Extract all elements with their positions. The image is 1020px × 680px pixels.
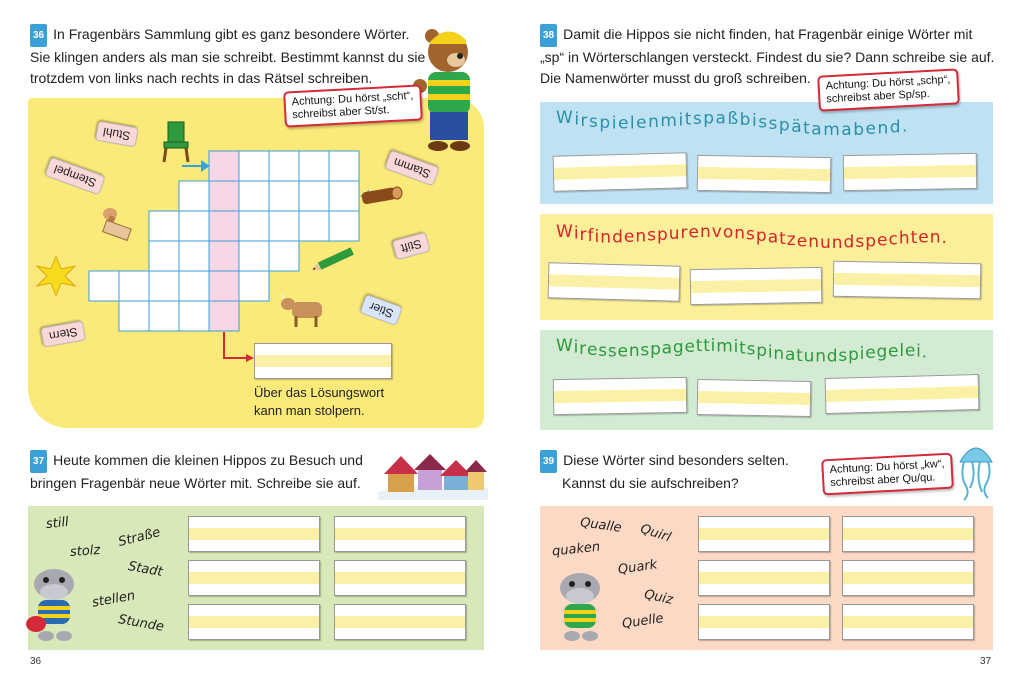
jellyfish-icon [956, 440, 996, 502]
snake-letter: e [918, 227, 930, 248]
snake-letter: W [556, 108, 575, 128]
snake-letter: d [826, 346, 839, 367]
task38-s2-line-2[interactable] [690, 267, 823, 305]
word-quirl: Quirl [638, 521, 673, 546]
task38-s3-line-1[interactable] [553, 377, 688, 415]
snake-letter: e [617, 113, 630, 134]
task38-s3-line-2[interactable] [697, 379, 812, 417]
snake-letter: u [819, 232, 832, 253]
snake-letter: n [600, 227, 613, 248]
solution-arrow [218, 330, 258, 364]
word-still: still [45, 514, 70, 533]
snake-letter: i [594, 226, 601, 247]
snake-letter: t [803, 118, 812, 139]
solution-hint: Über das Lösungswort kann man stolpern. [254, 385, 385, 418]
snake-letter: t [703, 335, 711, 356]
task38-s2-line-1[interactable] [548, 262, 681, 301]
snake-letter: n [877, 118, 890, 139]
snake-letter: a [767, 227, 780, 248]
snake-letter: s [607, 341, 618, 362]
snake-letter: s [855, 232, 866, 253]
snake-letter: l [629, 113, 637, 134]
snake-letter: s [598, 340, 608, 361]
snake-letter: e [586, 340, 599, 360]
snake-letter: p [755, 225, 768, 246]
task37-line-2a[interactable] [188, 560, 320, 596]
snake-letter: . [941, 227, 948, 248]
snake-letter: d [843, 232, 856, 253]
snake-letter: p [778, 115, 792, 136]
snake-letter: e [684, 336, 696, 357]
snake-letter: t [695, 336, 704, 357]
word-snake-1 [556, 108, 986, 140]
snake-letter: i [574, 109, 581, 130]
task39-line-2a[interactable] [698, 560, 830, 596]
task37-line-2b[interactable] [334, 560, 466, 596]
snake-letter: e [688, 222, 701, 243]
pencil-icon [310, 246, 360, 272]
snake-letter: n [808, 232, 820, 253]
snake-letter: e [617, 341, 629, 362]
task36-instructions: 36 In Fragenbärs Sammlung gibt es ganz besondere Wörter. Sie klingen anders als man sie schreibt. Bestimmt kannst du sie trotzdem von links nach rechts in das Rätsel schreiben. [30, 26, 426, 86]
word-stadt: Stadt [126, 559, 164, 580]
tile-stier: Stier [360, 294, 403, 326]
snake-letter: i [767, 342, 774, 363]
stamp-icon [96, 206, 136, 242]
task36-number: 36 [30, 24, 47, 47]
snake-letter: e [904, 341, 917, 362]
snake-letter: a [811, 119, 824, 140]
snake-letter: o [722, 222, 735, 243]
word-qualle: Qualle [579, 515, 623, 536]
snake-letter: e [865, 343, 877, 364]
task38-s1-line-2[interactable] [697, 155, 832, 193]
snake-letter: r [580, 111, 590, 131]
snake-letter: W [556, 222, 574, 242]
snake-letter: e [888, 341, 900, 362]
tile-stuhl: Stuhl [95, 121, 139, 148]
task38-instructions: 38 Damit die Hippos sie nicht finden, hat Fragenbär einige Wörter mit „sp“ in Wörterschlangen versteckt. Findest du sie? Dann schreibe sie auf. Die Namenwörter musst du groß schreiben. [540, 26, 995, 86]
snake-letter: t [910, 227, 919, 248]
task39-line-1a[interactable] [698, 516, 830, 552]
cow-icon [280, 294, 330, 330]
snake-letter: t [796, 346, 804, 367]
task38-hint-note: Achtung: Du hörst „schp“, schreibst aber Sp/sp. [817, 68, 959, 111]
snake-letter: b [739, 110, 752, 130]
snake-letter: ß [727, 109, 740, 130]
word-stunde: Stunde [117, 612, 166, 635]
snake-letter: s [746, 339, 757, 360]
snake-letter: n [635, 226, 648, 247]
task37-line-1a[interactable] [188, 516, 320, 552]
sun-star-icon [34, 254, 78, 298]
word-quaken: quaken [551, 539, 601, 560]
word-snake-2 [556, 222, 986, 253]
tile-stempel: Stempel [44, 157, 105, 196]
snake-letter: m [823, 119, 842, 140]
snake-letter: s [838, 345, 849, 366]
snake-letter: t [684, 109, 693, 130]
snake-letter: r [680, 223, 689, 243]
snake-letter: a [784, 345, 797, 366]
snake-letter: s [758, 112, 769, 133]
snake-letter: u [803, 346, 816, 367]
task37-line-3a[interactable] [188, 604, 320, 640]
snake-letter: n [648, 112, 661, 133]
tile-stamm: Stamm [384, 150, 440, 187]
snake-letter: m [660, 111, 679, 132]
snake-letter: u [668, 223, 681, 244]
snake-letter: m [716, 336, 734, 357]
snake-letter: i [916, 341, 922, 362]
snake-letter: p [656, 224, 669, 245]
task39-instructions: 39 Diese Wörter sind besonders selten. Kannst du sie aufschreiben? [540, 450, 820, 494]
snake-letter: e [796, 231, 809, 252]
snake-letter: p [599, 113, 612, 133]
snake-letter: a [661, 338, 673, 359]
word-strasse: Straße [116, 525, 163, 550]
hippo-icon [550, 570, 610, 644]
word-quelle: Quelle [621, 611, 665, 632]
snake-letter: b [853, 119, 866, 140]
page-number-left: 36 [30, 656, 42, 667]
snake-letter: z [786, 230, 797, 251]
task36-hint-note: Achtung: Du hörst „scht“, schreibst aber St/st. [283, 84, 422, 127]
snake-letter: . [921, 342, 928, 363]
hippo-icon [24, 566, 84, 642]
snake-letter: g [672, 337, 685, 358]
snake-letter: p [848, 345, 860, 365]
log-icon [358, 185, 404, 207]
snake-letter: ä [791, 117, 804, 138]
snake-letter: d [612, 227, 624, 248]
snake-letter: n [831, 232, 844, 253]
snake-letter: s [692, 108, 704, 129]
task38-s2-line-3[interactable] [833, 261, 982, 300]
task38-s3-line-3[interactable] [825, 374, 980, 414]
snake-letter: s [647, 225, 657, 246]
snake-letter: i [751, 111, 759, 132]
snake-letter: e [636, 112, 649, 133]
task39-number: 39 [540, 450, 557, 473]
chair-icon [160, 120, 192, 164]
snake-letter: f [587, 226, 595, 246]
word-snake-3 [556, 335, 986, 367]
snake-letter: n [700, 222, 712, 242]
snake-letter: d [889, 117, 903, 138]
snake-letter: s [768, 114, 779, 135]
page-number-right: 37 [980, 656, 992, 667]
snake-letter: t [739, 338, 747, 359]
snake-letter: h [898, 228, 911, 249]
snake-letter: i [573, 337, 580, 358]
task39-line-2b[interactable] [842, 560, 974, 596]
snake-letter: a [841, 120, 854, 140]
snake-letter: n [734, 223, 747, 244]
snake-letter: a [715, 108, 728, 129]
houses-icon [378, 448, 488, 500]
snake-letter: i [573, 223, 580, 244]
snake-letter: g [876, 342, 889, 363]
word-stellen: stellen [91, 588, 137, 611]
snake-letter: n [815, 346, 827, 367]
word-quiz: Quiz [642, 587, 675, 608]
task39-hint-note: Achtung: Du hörst „kw“, schreibst aber Qu/qu. [821, 453, 954, 496]
snake-letter: i [859, 344, 866, 365]
snake-letter: e [623, 227, 636, 248]
snake-letter: s [640, 340, 651, 361]
snake-letter: p [865, 231, 877, 252]
snake-letter: i [611, 113, 618, 134]
snake-letter: p [650, 339, 662, 360]
snake-letter: i [733, 337, 740, 358]
word-quark: Quark [617, 557, 659, 578]
snake-letter: n [628, 341, 641, 362]
snake-letter: s [746, 224, 756, 245]
task37-number: 37 [30, 450, 47, 473]
snake-letter: n [773, 344, 785, 364]
snake-letter: i [710, 335, 717, 356]
task38-s1-line-3[interactable] [843, 153, 978, 191]
snake-letter: r [579, 224, 588, 245]
snake-letter: t [779, 228, 787, 249]
task37-line-3b[interactable] [334, 604, 466, 640]
task38-number: 38 [540, 24, 557, 47]
snake-letter: e [877, 230, 889, 251]
task39-line-3a[interactable] [698, 604, 830, 640]
word-stolz: stolz [69, 542, 101, 561]
snake-letter: . [902, 116, 909, 137]
task39-line-3b[interactable] [842, 604, 974, 640]
snake-letter: e [865, 119, 878, 140]
task37-instructions: 37 Heute kommen die kleinen Hippos zu Besuch und bringen Fragenbär neue Wörter mit. Schreibe sie auf. [30, 452, 363, 491]
snake-letter: r [579, 338, 587, 359]
solution-word-line[interactable] [254, 343, 392, 379]
tile-stift: Stift [392, 232, 431, 260]
snake-letter: v [711, 222, 723, 243]
snake-letter: s [589, 112, 600, 133]
snake-letter: n [929, 227, 942, 248]
task37-line-1b[interactable] [334, 516, 466, 552]
snake-letter: p [703, 108, 716, 129]
snake-letter: W [556, 336, 574, 356]
snake-letter: i [678, 110, 685, 131]
task38-s1-line-1[interactable] [553, 152, 688, 191]
snake-letter: p [756, 341, 768, 362]
tile-stern: Stern [41, 320, 87, 347]
snake-letter: c [888, 229, 899, 250]
snake-letter: l [899, 341, 905, 362]
task39-line-1b[interactable] [842, 516, 974, 552]
